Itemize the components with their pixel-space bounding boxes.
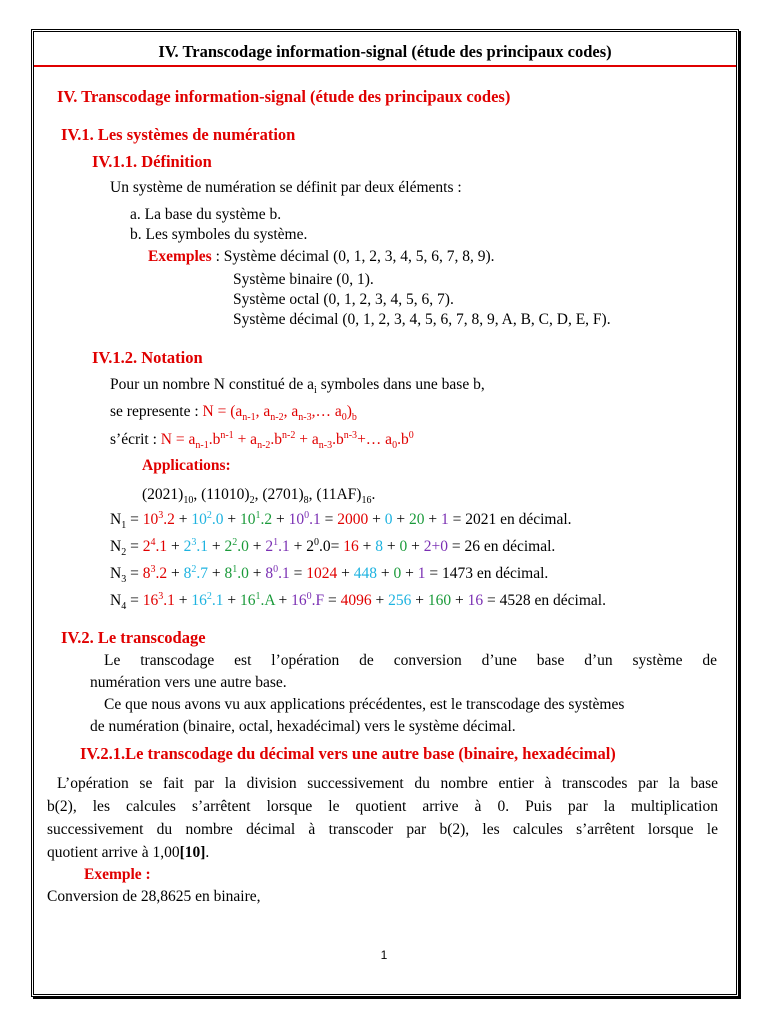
page-number: 1 (380, 948, 388, 962)
transcodage-para-2-line-1: Ce que nous avons vu aux applications précédentes, est le transcodage des systèmes (104, 696, 625, 713)
section-iv-title: IV. Transcodage information-signal (étude des principaux codes) (57, 87, 511, 106)
definition-item-b: b. Les symboles du système. (130, 226, 308, 243)
applications-label: Applications: (142, 457, 231, 474)
application-n1: $N_1 = 10^3.2 + 10^2.0 + 10^1.2 + 10^0.1 = 2000 + 0 + 20 + 1 = 2021$ en décimal. (110, 509, 572, 532)
application-n3: $N_3 = 8^3.2 + 8^2.7 + 8^1.0 + 8^0.1 = 1024 + 448 + 0 + 1 = 1473$ en décimal. (110, 563, 549, 586)
notation-line-1: Pour un nombre N constitué de $a_i$ symboles dans une base b, (110, 376, 485, 397)
example-item: : Système décimal (0, 1, 2, 3, 4, 5, 6, 7, 8, 9). (211, 248, 495, 265)
iv21-para-line-2: b(2), les calcules s’arrêtent lorsque le quotient arrive à 0. Puis par la multiplication (47, 798, 718, 815)
example-item: Système binaire (0, 1). (233, 271, 374, 288)
section-iv21-title: IV.2.1.Le transcodage du décimal vers une autre base (binaire, hexadécimal) (80, 744, 616, 763)
page-border-shadow-bottom (33, 997, 741, 999)
page-border-shadow-right (739, 31, 741, 999)
application-n4: $N_4 = 16^3.1 + 16^2.1 + 16^1.A + 16^0.F = 4096 + 256 + 160 + 16 = 4528$ en décimal. (110, 590, 606, 613)
definition-item-a: a. La base du système b. (130, 206, 282, 223)
notation-line-3: s’écrit : $N = a_{n-1}.b^{n-1} + a_{n-2}.b^{n-2}$ + $a_{n-3}.b^{n-3}+\dots$ $a_0.b^0$ (110, 429, 414, 452)
examples-line-1 (148, 248, 495, 266)
iv21-para-line-3: successivement du nombre décimal à transcoder par b(2), les calcules s’arrêtent lorsque le (47, 821, 718, 838)
section-iv11-title: IV.1.1. Définition (92, 152, 212, 171)
iv21-para-line-1: L’opération se fait par la division successivement du nombre entier à transcodes par la base (57, 775, 718, 792)
section-iv12-title: IV.1.2. Notation (92, 348, 203, 367)
example-item: Système octal (0, 1, 2, 3, 4, 5, 6, 7). (233, 291, 454, 308)
notation-expansion: $N = a_{n-1}.b^{n-1} + a_{n-2}.b^{n-2}$ + $a_{n-3}.b^{n-3}+\dots$ $a_0.b^0$ (160, 429, 414, 452)
transcodage-para-2-line-2: de numération (binaire, octal, hexadécimal) vers le système décimal. (90, 718, 516, 735)
notation-line-2: se represente : $N = (a_{n-1}$, $a_{n-2}$, $a_{n-3},\dots$ $a_0)_b$ (110, 403, 357, 424)
section-iv1-title: IV.1. Les systèmes de numération (61, 125, 296, 144)
header-divider (34, 65, 736, 67)
page-header-title: IV. Transcodage information-signal (étude des principaux codes) (158, 42, 612, 61)
transcodage-para-1-line-1: Le transcodage est l’opération de conversion d’une base d’un système de (104, 652, 717, 669)
section-iv2-title: IV.2. Le transcodage (61, 628, 206, 647)
definition-intro: Un système de numération se définit par deux éléments : (110, 179, 462, 196)
transcodage-para-1-line-2: numération vers une autre base. (90, 674, 287, 691)
application-n2: $N_2 = 2^4.1 + 2^3.1 + 2^2.0 + 2^1.1 + 2^0.0= 16 + 8 + 0 + 2+0 = 26$ en décimal. (110, 536, 556, 559)
example-label: Exemple : (84, 866, 151, 883)
example-item: Système décimal (0, 1, 2, 3, 4, 5, 6, 7, 8, 9, A, B, C, D, E, F). (233, 311, 611, 328)
applications-line: $(2021)_{10}$, $(11010)_2$, $(2701)_8$, $(11AF)_{16}$. (142, 486, 376, 507)
examples-label: Exemples (148, 248, 212, 265)
notation-formula: $N = (a_{n-1}$, $a_{n-2}$, $a_{n-3},\dots$ $a_0)_b$ (202, 403, 357, 424)
example-text: Conversion de 28,8625 en binaire, (47, 888, 261, 905)
iv21-para-line-4: quotient arrive à 1,00[10]. (47, 844, 210, 861)
reference-citation: [10] (179, 844, 206, 861)
